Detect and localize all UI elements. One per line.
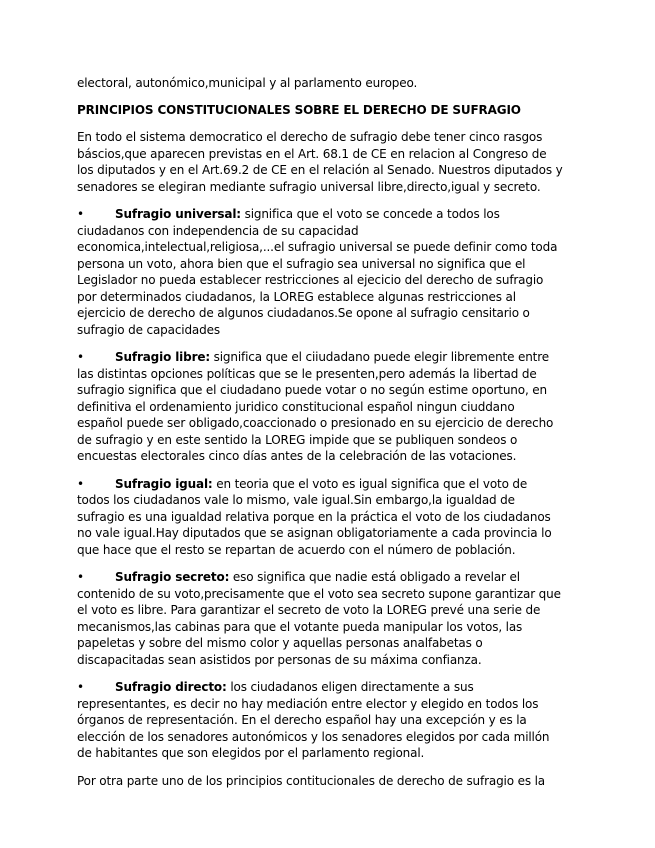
intro-line: electoral, autonómico,municipal y al parlamento europeo. xyxy=(77,76,418,90)
principle-libre xyxy=(77,349,563,465)
bullet-icon: • xyxy=(77,680,84,694)
section-heading: PRINCIPIOS CONSTITUCIONALES SOBRE EL DERECHO DE SUFRAGIO xyxy=(77,102,521,117)
bullet-icon: • xyxy=(77,570,84,584)
principle-text: eso significa que nadie está obligado a revelar el contenido de su voto,precisamente que el voto sea secreto supone garantizar que el voto es libre. Para garantizar el secreto de voto la LOREG prevé una serie de mecanismos,las cabinas para que el votante pueda manipular los votos, las papeletas y sobre del mismo color y aquellas personas analfabetas o discapacitadas sean asistidos por personas de su máxima confianza. xyxy=(77,570,561,667)
principle-universal xyxy=(77,206,563,338)
principle-igual xyxy=(77,476,563,559)
principle-term: Sufragio libre: xyxy=(115,350,210,364)
principle-text: significa que el voto se concede a todos los ciudadanos con independencia de su capacidad economica,intelectual,religiosa,...el sufragio universal se puede definir como toda persona un voto, ahora bien que el sufragio sea universal no significa que el Legislador no pueda establecer restricciones al ejecicio del derecho de sufragio por determinados ciudadanos, la LOREG establece algunas restricciones al ejercicio de derecho de algunos ciudadanos.Se opone al sufragio censitario o sufragio de capacidades xyxy=(77,207,558,337)
principle-text: significa que el ciiudadano puede elegir libremente entre las distintas opciones políticas que se le presenten,pero además la libertad de sufragio significa que el ciudadano puede votar o no según estime oportuno, en definitiva el ordenamiento juridico constitucional español ningun ciuddano español puede ser obligado,coaccionado o presionado en su ejercicio de derecho de sufragio y en este sentido la LOREG impide que se publiquen sondeos o encuestas electorales cinco días antes de la celebración de las votaciones. xyxy=(77,350,554,463)
closing-paragraph: Por otra parte uno de los principios contitucionales de derecho de sufragio es la xyxy=(77,773,545,788)
principle-term: Sufragio universal: xyxy=(115,207,241,221)
bullet-icon: • xyxy=(77,207,84,221)
principle-text: en teoria que el voto es igual significa que el voto de todos los ciudadanos vale lo mismo, vale igual.Sin embargo,la igualdad de sufragio es una igualdad relativa porque en la práctica el voto de los ciudadanos no vale igual.Hay diputados que se asignan obligatoriamente a cada provincia lo que hace que el resto se repartan de acuerdo con el número de población. xyxy=(77,476,552,557)
principle-term: Sufragio igual: xyxy=(115,476,213,491)
principle-directo xyxy=(77,679,563,762)
intro-paragraph: En todo el sistema democratico el derecho de sufragio debe tener cinco rasgos báscios,que aparecen previstas en el Art. 68.1 de CE en relacion al Congreso de los diputados y en el Art.69.2 de CE en el relación al Senado. Nuestros diputados y senadores se elegiran mediante sufragio universal libre,directo,igual y secreto. xyxy=(77,130,563,194)
bullet-icon: • xyxy=(77,476,84,491)
principle-term: Sufragio secreto: xyxy=(115,570,230,584)
principle-text: los ciudadanos eligen directamente a sus representantes, es decir no hay mediación entre elector y elegido en todos los órganos de representación. En el derecho español hay una excepción y es la elección de los senadores autonómicos y los senadores elegidos por cada millón de habitantes que son elegidos por el parlamento regional. xyxy=(77,680,550,760)
bullet-icon: • xyxy=(77,350,84,364)
principle-term: Sufragio directo: xyxy=(115,680,227,694)
principle-secreto xyxy=(77,569,563,668)
